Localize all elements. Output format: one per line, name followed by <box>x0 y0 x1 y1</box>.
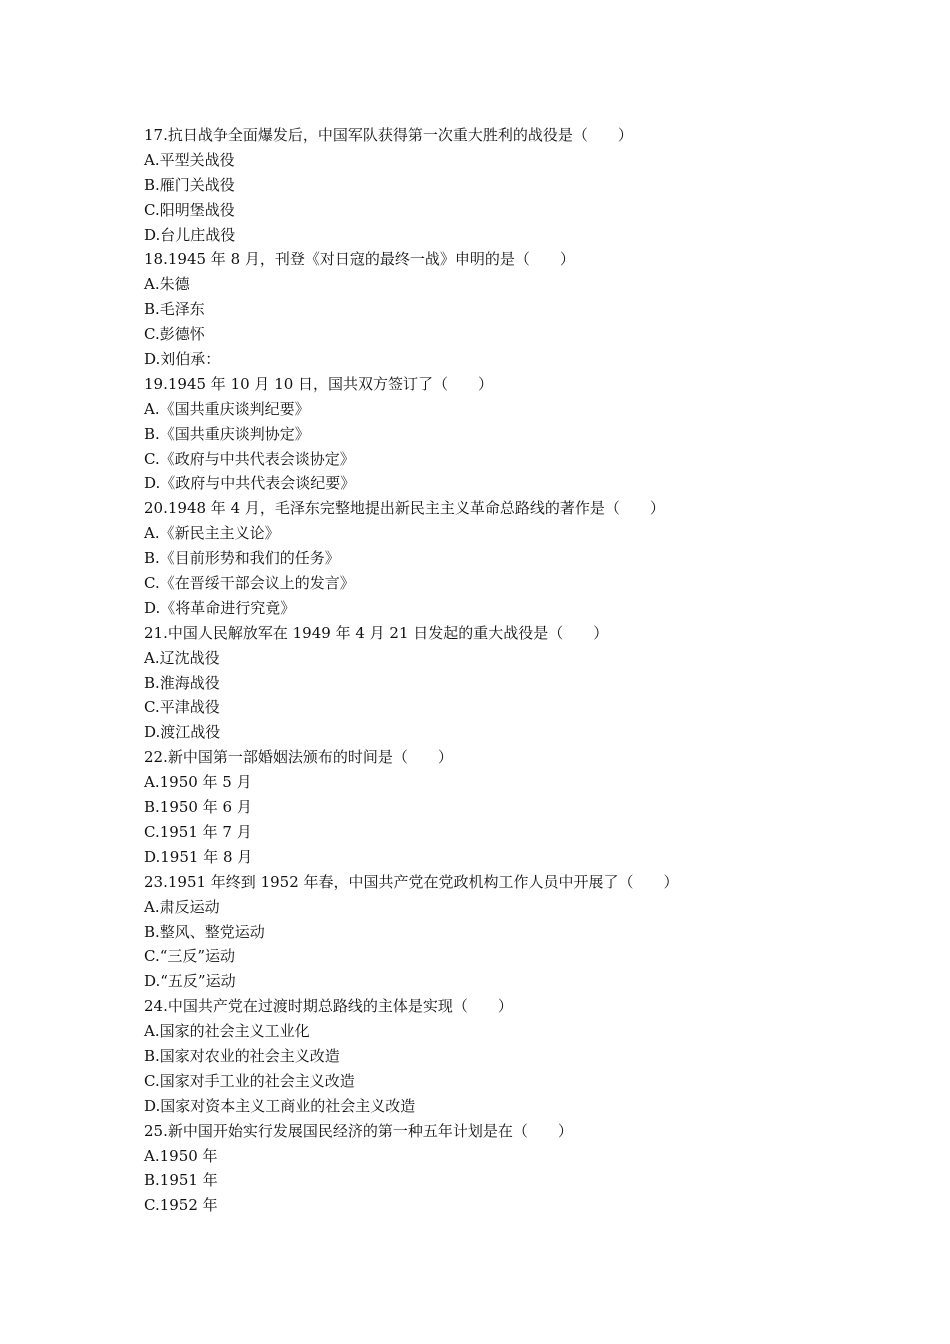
option-b: B.《国共重庆谈判协定》 <box>144 424 310 443</box>
option-c: C.“三反”运动 <box>144 947 236 966</box>
option-b: B.《目前形势和我们的任务》 <box>144 549 340 568</box>
question-stem: 23.1951 年终到 1952 年春，中国共产党在党政机构工作人员中开展了（ ） <box>144 872 679 891</box>
option-c: C.《在晋绥干部会议上的发言》 <box>144 574 355 593</box>
option-c: C.1952 年 <box>144 1196 218 1215</box>
option-d: D.渡江战役 <box>144 723 221 742</box>
question-stem: 18.1945 年 8 月，刊登《对日寇的最终一战》申明的是（ ） <box>144 250 575 269</box>
question-stem: 21.中国人民解放军在 1949 年 4 月 21 日发起的重大战役是（ ） <box>144 623 609 642</box>
question-24 <box>144 994 844 1118</box>
question-stem: 25.新中国开始实行发展国民经济的第一种五年计划是在（ ） <box>144 1121 573 1140</box>
option-c: C.彭德怀 <box>144 325 205 344</box>
question-18 <box>144 247 844 371</box>
option-c: C.国家对手工业的社会主义改造 <box>144 1071 355 1090</box>
option-c: C.《政府与中共代表会谈协定》 <box>144 449 355 468</box>
question-22 <box>144 745 844 869</box>
option-b: B.整风、整党运动 <box>144 922 265 941</box>
option-d: D.刘伯承： <box>144 350 221 369</box>
question-21 <box>144 621 844 745</box>
question-stem: 20.1948 年 4 月，毛泽东完整地提出新民主主义革命总路线的著作是（ ） <box>144 499 665 518</box>
option-a: A.辽沈战役 <box>144 648 220 667</box>
exam-page-body <box>144 123 844 1218</box>
question-23 <box>144 870 844 994</box>
option-b: B.毛泽东 <box>144 300 205 319</box>
option-a: A.1950 年 <box>144 1146 218 1165</box>
option-a: A.《国共重庆谈判纪要》 <box>144 399 310 418</box>
question-19 <box>144 372 844 496</box>
option-b: B.1950 年 6 月 <box>144 798 252 817</box>
option-a: A.肃反运动 <box>144 897 220 916</box>
question-25 <box>144 1119 844 1219</box>
question-stem: 22.新中国第一部婚姻法颁布的时间是（ ） <box>144 748 453 767</box>
option-a: A.平型关战役 <box>144 150 235 169</box>
option-d: D.1951 年 8 月 <box>144 847 253 866</box>
option-a: A.国家的社会主义工业化 <box>144 1022 310 1041</box>
option-d: D.《政府与中共代表会谈纪要》 <box>144 474 356 493</box>
question-stem: 24.中国共产党在过渡时期总路线的主体是实现（ ） <box>144 997 513 1016</box>
option-b: B.雁门关战役 <box>144 175 235 194</box>
option-d: D.《将革命进行究竟》 <box>144 598 296 617</box>
question-20 <box>144 496 844 620</box>
option-a: A.1950 年 5 月 <box>144 773 252 792</box>
option-b: B.淮海战役 <box>144 673 220 692</box>
question-17 <box>144 123 844 247</box>
option-d: D.“五反”运动 <box>144 972 236 991</box>
option-d: D.台儿庄战役 <box>144 225 236 244</box>
question-stem: 19.1945 年 10 月 10 日，国共双方签订了（ ） <box>144 374 494 393</box>
option-c: C.平津战役 <box>144 698 220 717</box>
option-a: A.《新民主主义论》 <box>144 524 280 543</box>
option-d: D.国家对资本主义工商业的社会主义改造 <box>144 1096 416 1115</box>
option-c: C.1951 年 7 月 <box>144 822 252 841</box>
option-b: B.国家对农业的社会主义改造 <box>144 1046 340 1065</box>
option-c: C.阳明堡战役 <box>144 200 235 219</box>
option-b: B.1951 年 <box>144 1171 218 1190</box>
question-stem: 17.抗日战争全面爆发后，中国军队获得第一次重大胜利的战役是（ ） <box>144 126 633 144</box>
option-a: A.朱德 <box>144 275 190 294</box>
